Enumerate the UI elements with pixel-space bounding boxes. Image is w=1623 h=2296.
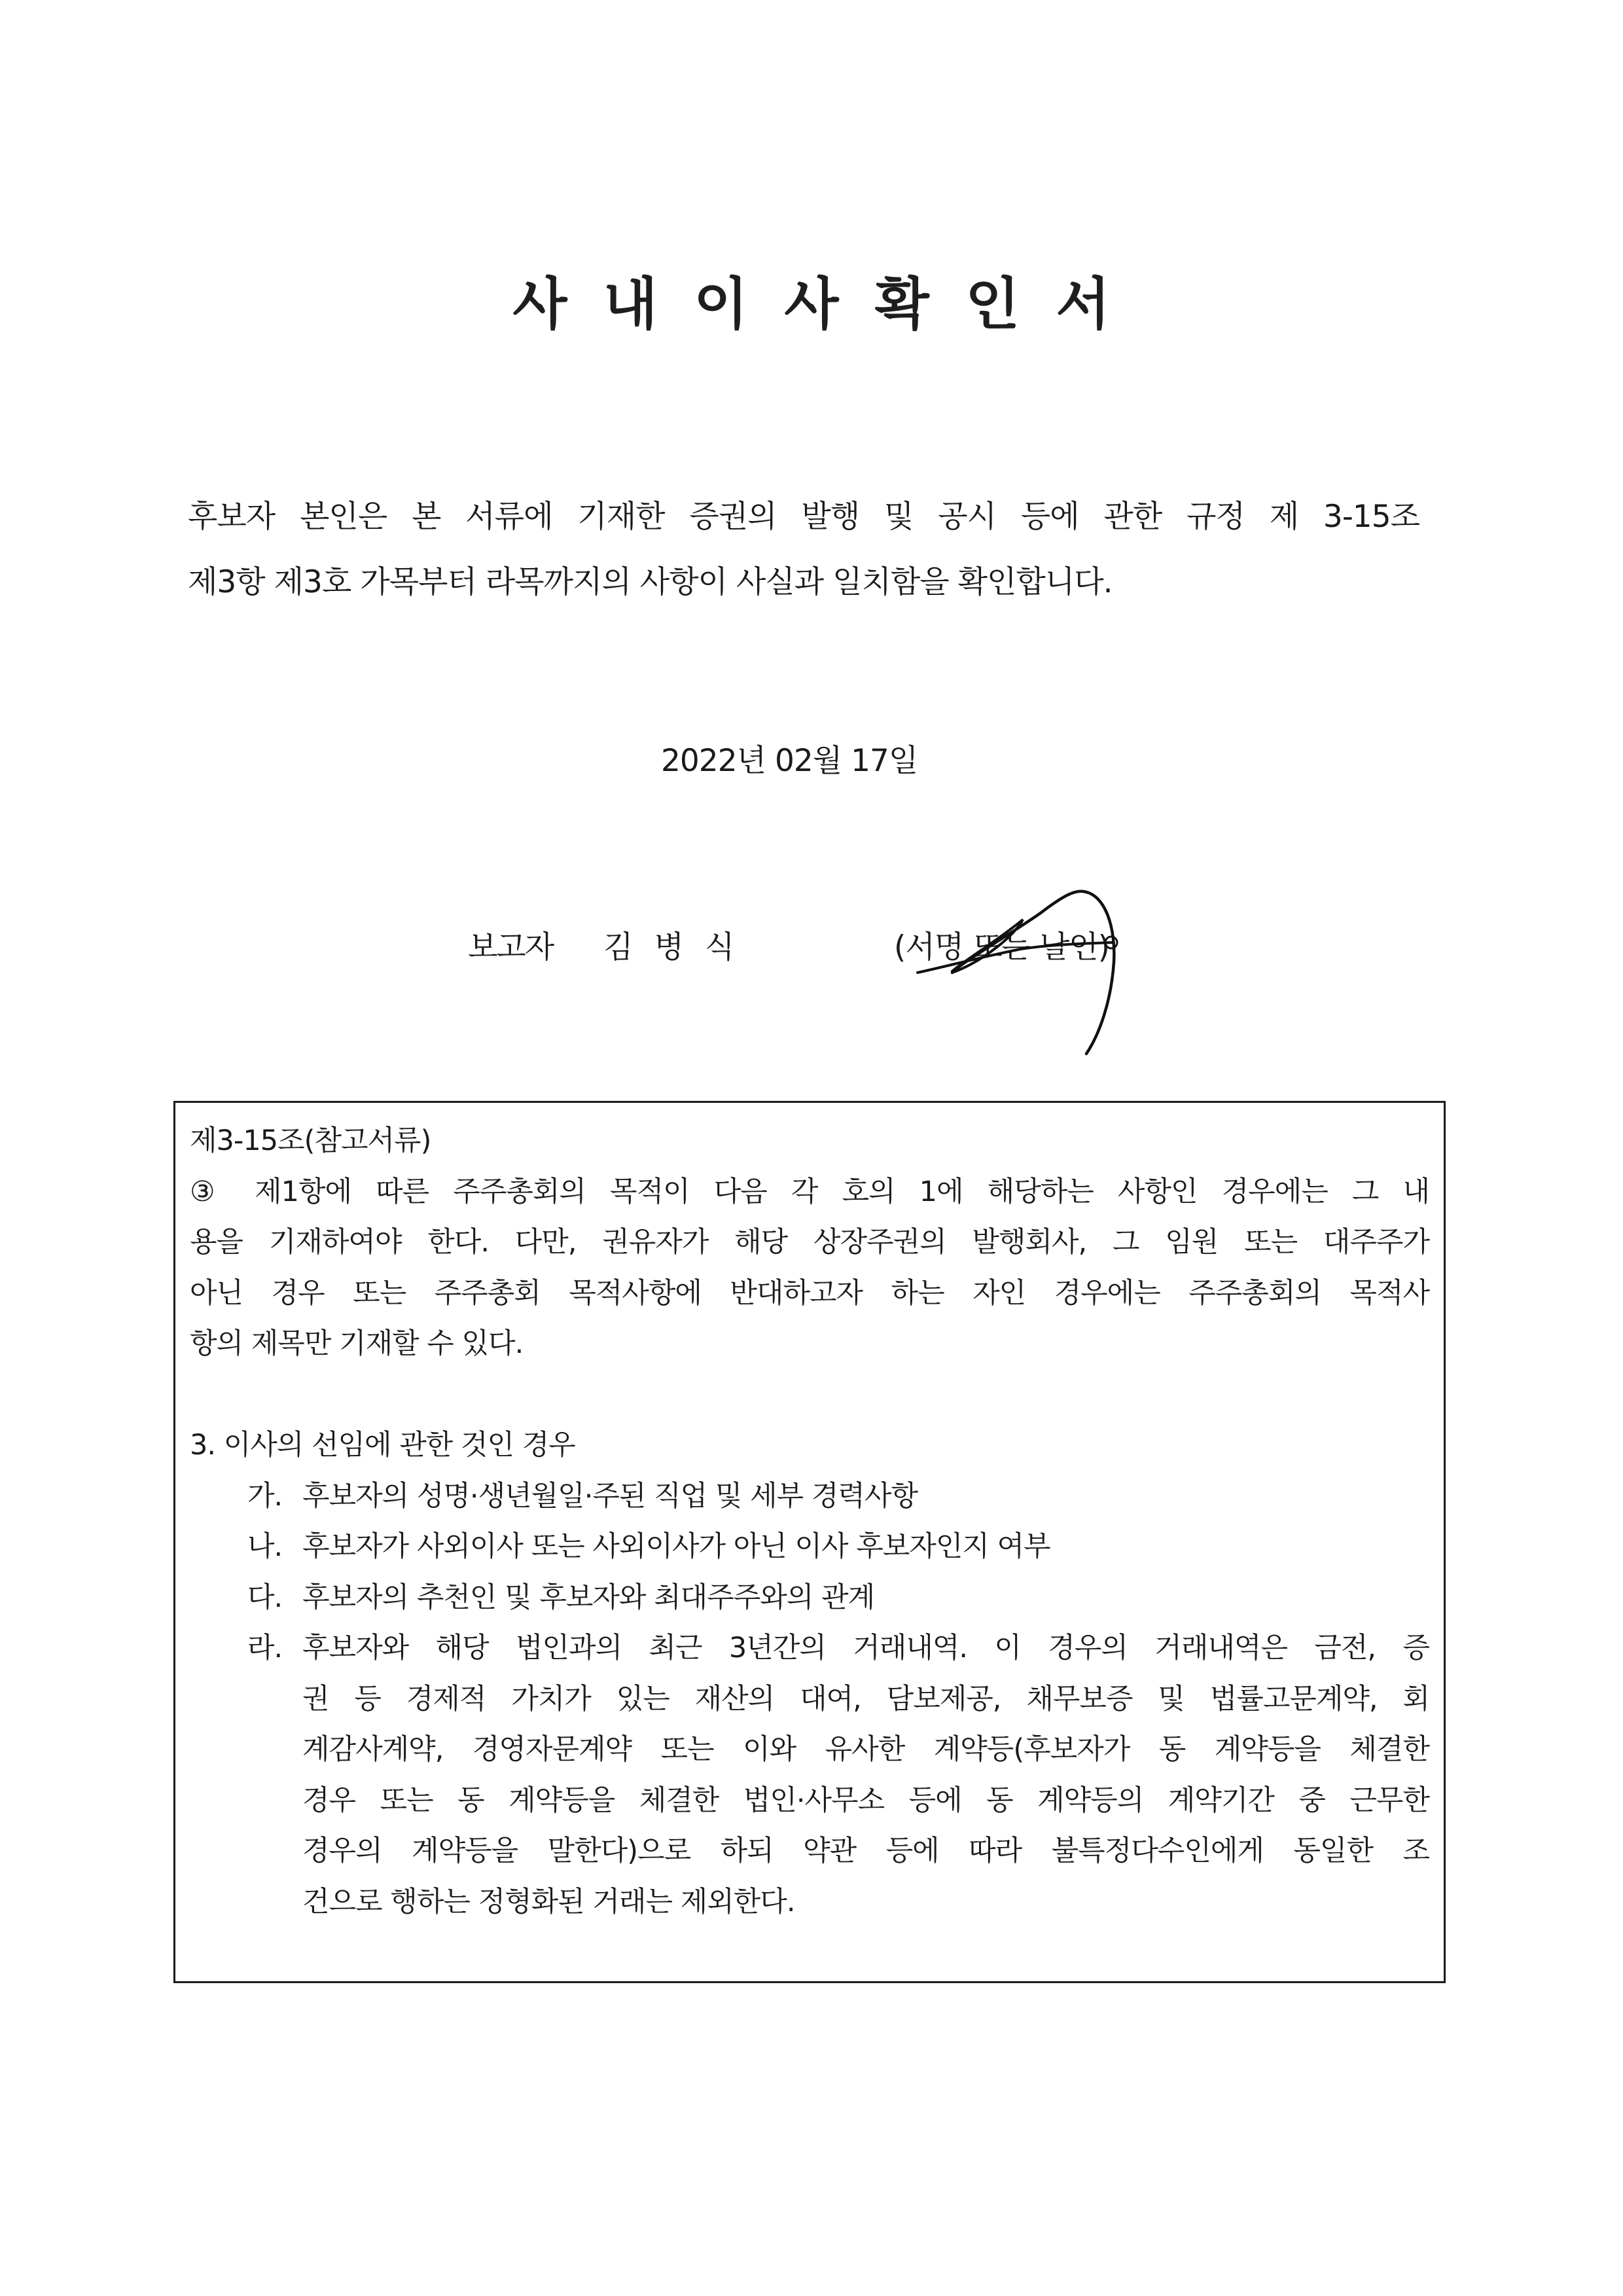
document-date: 2022년 02월 17일	[661, 743, 918, 779]
statement-line: 제3항 제3호 가목부터 라목까지의 사항이 사실과 일치함을 확인합니다.	[188, 564, 1113, 600]
title-char: 이	[694, 272, 749, 337]
document-title	[510, 265, 1113, 344]
list-continuation: 경우의 계약등을 말한다)으로 하되 약관 등에 따라 불특정다수인에게 동일한 조	[302, 1835, 1429, 1867]
reporter-line	[468, 923, 755, 973]
title-char: 내	[603, 272, 658, 337]
list-text: 후보자의 추천인 및 후보자와 최대주주와의 관계	[302, 1581, 875, 1614]
list-continuation: 경우 또는 동 계약등을 체결한 법인·사무소 등에 동 계약등의 계약기간 중 근무한	[302, 1784, 1429, 1817]
reference-box	[173, 1101, 1446, 1983]
signature-icon	[903, 877, 1139, 1067]
reference-paragraph-line: 항의 제목만 기재할 수 있다.	[190, 1327, 524, 1360]
reference-paragraph-line: 아닌 경우 또는 주주총회 목적사항에 반대하고자 하는 자인 경우에는 주주총회의 목적사	[190, 1276, 1429, 1310]
list-continuation: 건으로 행하는 정형화된 거래는 제외한다.	[302, 1885, 795, 1918]
confirmation-statement	[188, 484, 1419, 615]
list-text: 후보자의 성명·생년월일·주된 직업 및 세부 경력사항	[302, 1479, 918, 1513]
list-marker: 라.	[247, 1632, 283, 1664]
spacer	[190, 1370, 1429, 1421]
reference-paragraph-line: ③ 제1항에 따른 주주총회의 목적이 다음 각 호의 1에 해당하는 사항인 경우에는 그 내	[190, 1175, 1429, 1208]
list-continuation: 계감사계약, 경영자문계약 또는 이와 유사한 계약등(후보자가 동 계약등을 체결한	[302, 1733, 1429, 1766]
list-item	[190, 1522, 1429, 1573]
title-char: 확	[874, 272, 929, 337]
list-text: 후보자가 사외이사 또는 사외이사가 아닌 이사 후보자인지 여부	[302, 1530, 1050, 1563]
list-text: 후보자와 해당 법인과의 최근 3년간의 거래내역. 이 경우의 거래내역은 금전, 증	[302, 1632, 1429, 1664]
list-item	[190, 1471, 1429, 1522]
list-item	[190, 1623, 1429, 1674]
reference-section: 3. 이사의 선임에 관한 것인 경우	[190, 1429, 575, 1462]
list-item	[190, 1573, 1429, 1624]
title-char: 사	[512, 272, 567, 337]
list-marker: 나.	[247, 1530, 283, 1563]
reporter-label: 보고자	[468, 929, 554, 965]
list-marker: 다.	[247, 1581, 283, 1614]
reference-heading: 제3-15조(참고서류)	[190, 1124, 431, 1157]
title-char: 사	[784, 272, 839, 337]
statement-line: 후보자 본인은 본 서류에 기재한 증권의 발행 및 공시 등에 관한 규정 제 3-15조	[188, 499, 1419, 535]
list-marker: 가.	[247, 1479, 283, 1513]
reference-paragraph-line: 용을 기재하여야 한다. 다만, 권유자가 해당 상장주권의 발행회사, 그 임원 또는 대주주가	[190, 1226, 1429, 1259]
title-char: 인	[965, 272, 1020, 337]
signature-hint: (서명 또는 날인)	[894, 929, 1109, 965]
title-char: 서	[1056, 272, 1111, 337]
list-continuation: 권 등 경제적 가치가 있는 재산의 대여, 담보제공, 채무보증 및 법률고문계약, 회	[302, 1682, 1429, 1715]
reporter-name: 김병식	[603, 929, 756, 965]
reference-content	[190, 1116, 1429, 1928]
